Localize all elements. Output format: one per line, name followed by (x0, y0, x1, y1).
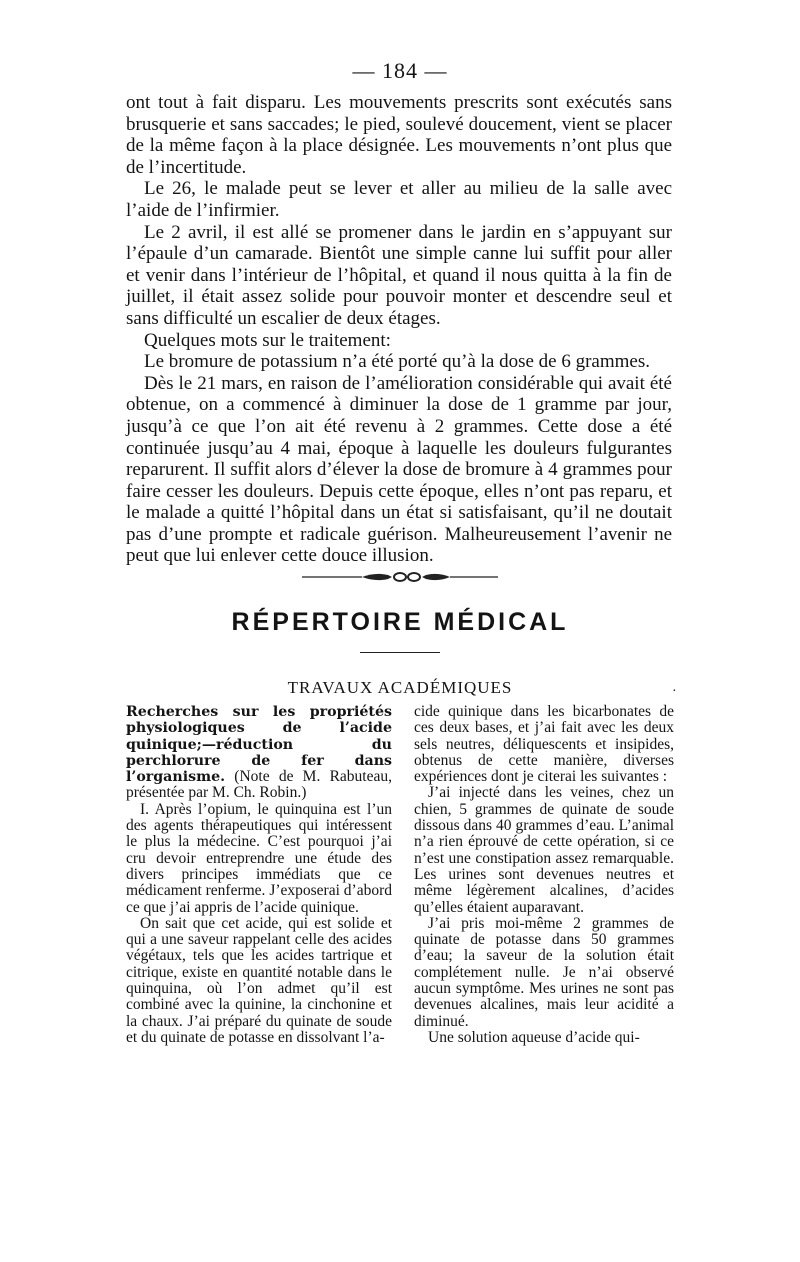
dot-mark: · (672, 684, 677, 699)
paragraph: J’ai injecté dans les veines, chez un chien, 5 grammes de quinate de soude dissous dans 40 grammes d’eau. L’animal n’a rien éprouvé de cette opération, si ce n’est une constipation assez remarquable. Les urines sont devenues neutres et même légèrement alcalines, d’acides qu’elles étaient auparavant. (414, 784, 674, 916)
paragraph: Dès le 21 mars, en raison de l’amélioration considérable qui avait été obtenue, on a commencé à diminuer la dose de 1 gramme par jour, jusqu’à ce que l’on ait été revenu à 2 grammes. Cette dose a été continuée jusqu’au 4 mai, époque à laquelle les douleurs fulgurantes reparurent. Il suffit alors d’élever la dose de bromure à 4 grammes pour faire cesser les douleurs. Depuis cette époque, elles n’ont pas reparu, et le malade a quitté l’hôpital dans un état si satisfaisant, qu’il ne doutait pas d’une prompte et radicale guérison. Malheureusement l’avenir ne peut que lui enlever cette douce illusion. (126, 372, 672, 567)
paragraph: Le 2 avril, il est allé se promener dans le jardin en s’appuyant sur l’épaule d’un camarade. Bientôt une simple canne lui suffit pour aller et venir dans l’intérieur de l’hôpital, et quand il nous quitta à la fin de juillet, il était assez solide pour pouvoir monter et descendre seul et sans difficulté un escalier de deux étages. (126, 221, 672, 329)
paragraph: Quelques mots sur le traitement: (144, 329, 391, 351)
paragraph: J’ai pris moi-même 2 grammes de quinate de potasse dans 50 grammes d’eau; la saveur de la solution était complétement nulle. Je n’ai observé aucun symptôme. Mes urines ne sont pas devenues alcalines, mais leur acidité a diminué. (414, 914, 674, 1030)
article-note: (Note de M. Rabuteau, présentée par M. Ch. Robin.) (126, 768, 392, 802)
paragraph: I. Après l’opium, le quinquina est l’un des agents thérapeutiques qui intéressent le plus la médecine. C’est pourquoi j’ai cru devoir entreprendre une étude des divers principes immédiats que ce médicament renferme. J’exposerai d’abord ce que j’ai appris de l’acide quinique. (126, 800, 392, 916)
article-title: Recherches sur les propriétés physiologiques de l’acide quinique;—réduction du perchlorure de fer dans l’organisme. (126, 704, 392, 786)
paragraph: On sait que cet acide, qui est solide et qui a une saveur rappelant celle des acides végétaux, tels que les acides tartrique et citrique, existe en quantité notable dans le quinquina, où l’on admet qu’il est combiné avec la quinine, la cinchonine et la chaux. J’ai préparé du quinate de soude et du quinate de potasse en dissolvant l’a- (126, 914, 392, 1046)
paragraph: cide quinique dans les bicarbonates de ces deux bases, et j’ai fait avec les deux sels neutres, déliquescents et insipides, obtenus de cette manière, diverses expériences dont je citerai les suivantes : (414, 703, 674, 786)
paragraph: Le 26, le malade peut se lever et aller au milieu de la salle avec l’aide de l’infirmier. (126, 178, 672, 221)
right-column (414, 704, 674, 1046)
left-column (126, 704, 392, 1046)
subsection-title: TRAVAUX ACADÉMIQUES (287, 678, 513, 697)
paragraph: ont tout à fait disparu. Les mouvements prescrits sont exécutés sans brusquerie et sans saccades; le pied, soulevé doucement, vient se placer de la même façon à la place désignée. Les mouvements n’ont plus que de l’incertitude. (126, 92, 672, 178)
paragraph: Le bromure de potassium n’a été porté qu’à la dose de 6 grammes. (144, 351, 650, 373)
case-report-continuation (126, 92, 672, 567)
section-title: RÉPERTOIRE MÉDICAL (231, 608, 569, 636)
ornament-divider (300, 568, 500, 584)
article-heading-paragraph (126, 704, 392, 802)
paragraph: Une solution aqueuse d’acide qui- (428, 1028, 640, 1046)
page-number: — 184 — (352, 58, 448, 83)
title-rule (360, 652, 440, 653)
